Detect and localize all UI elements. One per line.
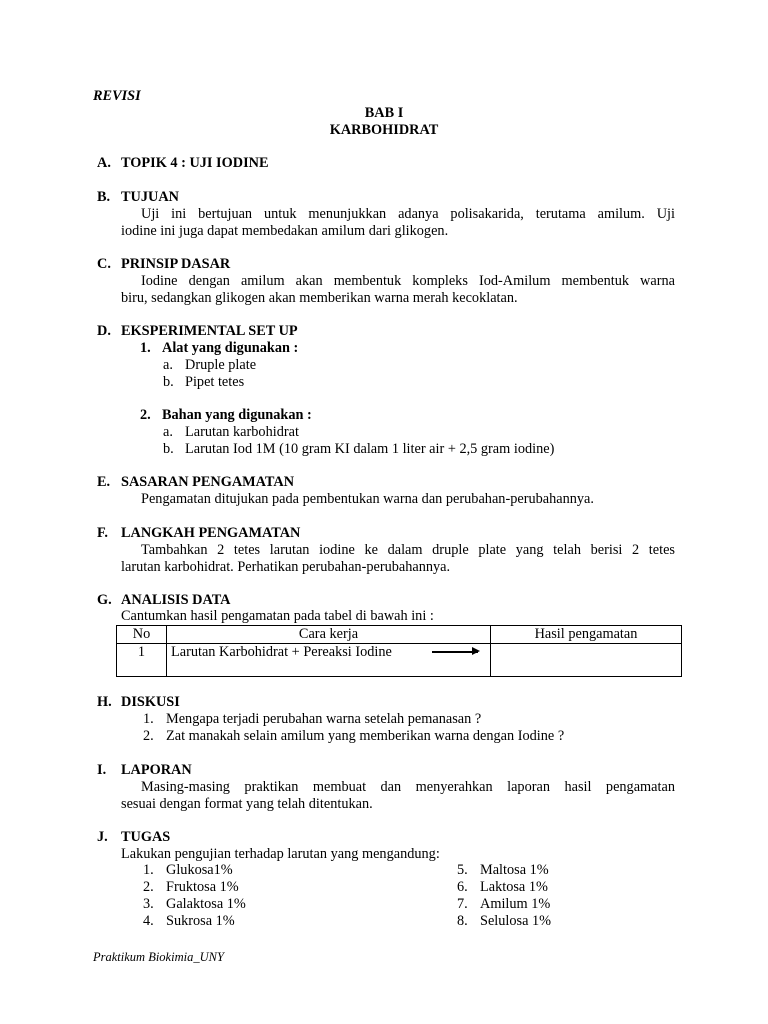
list-item-number: 8. <box>457 913 468 929</box>
paragraph-line: Uji ini bertujuan untuk menunjukkan adanya polisakarida, terutama amilum. Uji <box>141 206 675 222</box>
list-item: Druple plate <box>185 357 257 373</box>
paragraph-line: larutan karbohidrat. Perhatikan perubahan-perubahannya. <box>121 559 451 575</box>
list-item: Glukosa1% <box>166 862 233 878</box>
section-letter: A. <box>97 155 111 171</box>
list-item-number: 1. <box>143 862 154 878</box>
list-item: Selulosa 1% <box>480 913 552 929</box>
section-title: TUJUAN <box>121 189 179 205</box>
subsection-title: Alat yang digunakan : <box>162 340 299 356</box>
list-item-number: 6. <box>457 879 468 895</box>
list-item: Zat manakah selain amilum yang memberikan warna dengan Iodine ? <box>166 728 565 744</box>
section-title: TUGAS <box>121 829 171 845</box>
list-item-number: 2. <box>143 728 154 744</box>
list-item: Fruktosa 1% <box>166 879 239 895</box>
list-item-number: 3. <box>143 896 154 912</box>
list-item: Mengapa terjadi perubahan warna setelah pemanasan ? <box>166 711 482 727</box>
table-header-row <box>117 626 682 644</box>
arrow-right-icon <box>432 651 478 653</box>
cell-procedure: Larutan Karbohidrat + Pereaksi Iodine <box>167 644 491 677</box>
list-item: Amilum 1% <box>480 896 551 912</box>
list-item: Sukrosa 1% <box>166 913 235 929</box>
list-item-number: 5. <box>457 862 468 878</box>
list-item-number: 1. <box>143 711 154 727</box>
chapter-label: BAB I <box>364 105 404 121</box>
section-title: ANALISIS DATA <box>121 592 231 608</box>
list-item: Laktosa 1% <box>480 879 548 895</box>
column-header-result: Hasil pengamatan <box>491 626 682 644</box>
list-item: Larutan karbohidrat <box>185 424 299 440</box>
table-intro: Cantumkan hasil pengamatan pada tabel di bawah ini : <box>121 608 434 624</box>
section-letter: G. <box>97 592 112 608</box>
section-letter: C. <box>97 256 111 272</box>
paragraph-line: biru, sedangkan glikogen akan memberikan warna merah kecoklatan. <box>121 290 518 306</box>
section-letter: E. <box>97 474 111 490</box>
section-letter: D. <box>97 323 111 339</box>
section-title: TOPIK 4 : UJI IODINE <box>121 155 269 171</box>
section-title: SASARAN PENGAMATAN <box>121 474 295 490</box>
paragraph-line: Masing-masing praktikan membuat dan menyerahkan laporan hasil pengamatan <box>141 779 675 795</box>
subsection-number: 1. <box>140 340 151 356</box>
section-letter: B. <box>97 189 111 205</box>
section-title: EKSPERIMENTAL SET UP <box>121 323 298 339</box>
table-row <box>117 644 682 677</box>
cell-no: 1 <box>117 644 167 677</box>
section-title: PRINSIP DASAR <box>121 256 231 272</box>
list-item: Larutan Iod 1M (10 gram KI dalam 1 liter air + 2,5 gram iodine) <box>185 441 555 457</box>
section-title: LANGKAH PENGAMATAN <box>121 525 301 541</box>
task-intro: Lakukan pengujian terhadap larutan yang mengandung: <box>121 846 440 862</box>
cell-result[interactable] <box>491 644 682 677</box>
list-item: Galaktosa 1% <box>166 896 246 912</box>
section-title: LAPORAN <box>121 762 192 778</box>
paragraph-line: Pengamatan ditujukan pada pembentukan warna dan perubahan-perubahannya. <box>141 491 594 507</box>
revision-label: REVISI <box>93 88 141 104</box>
section-letter: I. <box>97 762 107 778</box>
page-footer: Praktikum Biokimia_UNY <box>93 950 224 964</box>
paragraph-line: iodine ini juga dapat membedakan amilum dari glikogen. <box>121 223 449 239</box>
section-title: DISKUSI <box>121 694 180 710</box>
paragraph-line: Tambahkan 2 tetes larutan iodine ke dalam druple plate yang telah berisi 2 tetes <box>141 542 675 558</box>
list-item-number: 7. <box>457 896 468 912</box>
section-letter: F. <box>97 525 108 541</box>
subsection-title: Bahan yang digunakan : <box>162 407 312 423</box>
list-item-number: 4. <box>143 913 154 929</box>
list-item-letter: a. <box>163 357 173 373</box>
list-item-letter: a. <box>163 424 173 440</box>
column-header-no: No <box>117 626 167 644</box>
list-item: Maltosa 1% <box>480 862 549 878</box>
observation-table <box>116 625 682 677</box>
paragraph-line: sesuai dengan format yang telah ditentukan. <box>121 796 373 812</box>
page-title: KARBOHIDRAT <box>329 122 439 138</box>
list-item-letter: b. <box>163 441 174 457</box>
subsection-number: 2. <box>140 407 151 423</box>
list-item-number: 2. <box>143 879 154 895</box>
paragraph-line: Iodine dengan amilum akan membentuk kompleks Iod-Amilum membentuk warna <box>141 273 675 289</box>
list-item: Pipet tetes <box>185 374 245 390</box>
section-letter: H. <box>97 694 112 710</box>
list-item-letter: b. <box>163 374 174 390</box>
column-header-procedure: Cara kerja <box>167 626 491 644</box>
section-letter: J. <box>97 829 108 845</box>
